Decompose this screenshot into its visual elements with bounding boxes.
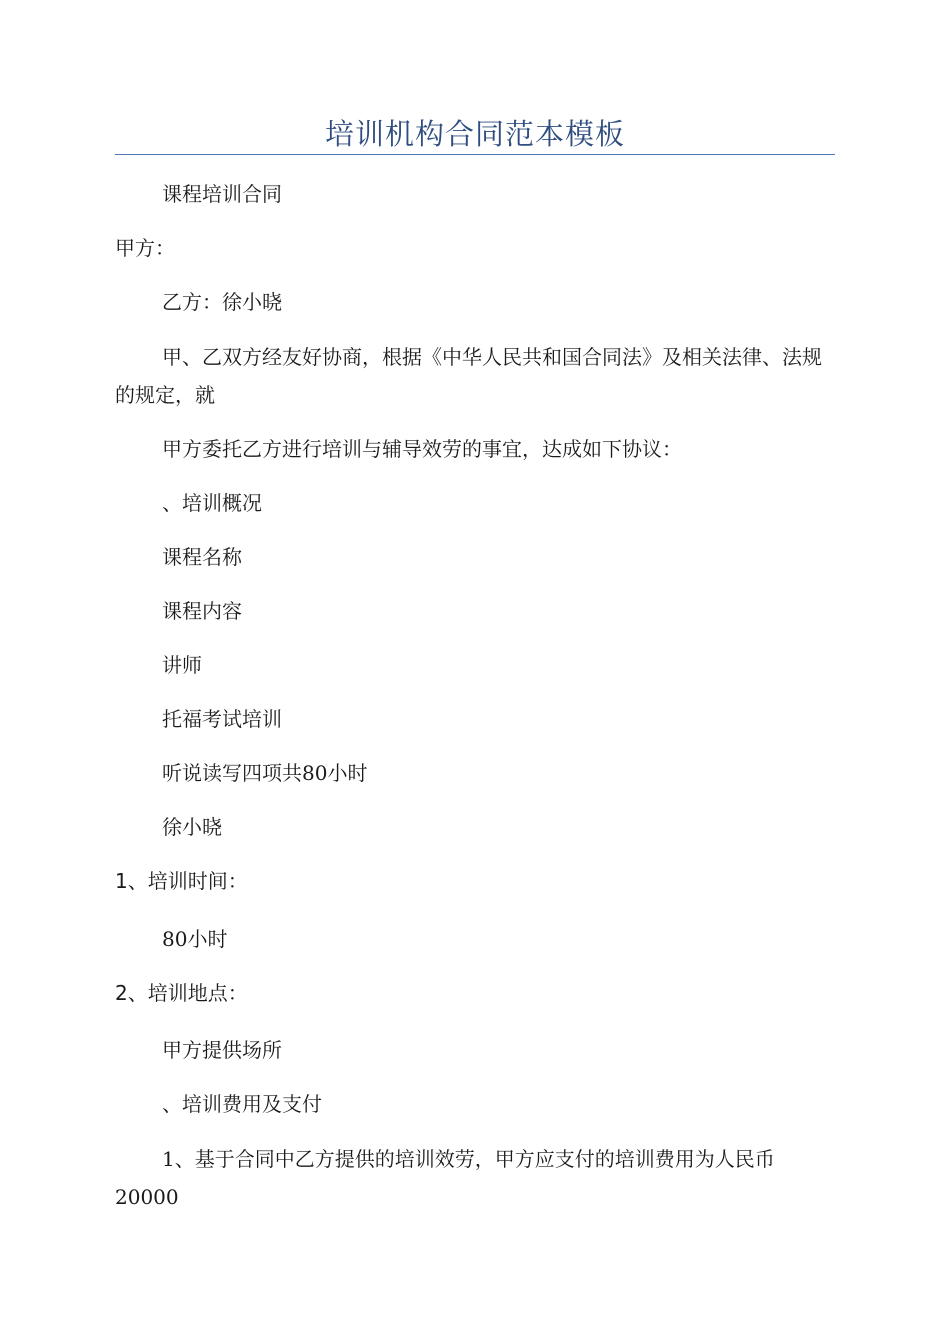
paragraph-party-a: 甲方： [115,236,175,260]
item-training-location: 2、培训地点： [115,981,248,1005]
section-heading-overview: 、培训概况 [162,491,262,515]
paragraph-agreement: 甲方委托乙方进行培训与辅导效劳的事宜，达成如下协议： [162,437,682,461]
paragraph-fee-clause: 1、基于合同中乙方提供的培训效劳，甲方应支付的培训费用为人民币20000 [115,1147,775,1209]
paragraph-contract-name: 课程培训合同 [162,182,282,206]
paragraph-preamble: 甲、乙双方经友好协商，根据《中华人民共和国合同法》及相关法律、法规的规定，就 [115,345,822,407]
document-title: 培训机构合同范本模板 [324,117,625,151]
item-training-time: 1、培训时间： [115,869,248,893]
title-underline [115,154,835,155]
paragraph-lecturer-value: 徐小晓 [162,815,222,839]
paragraph-course-name-value: 托福考试培训 [162,707,282,731]
paragraph-lecturer-label: 讲师 [162,653,202,677]
section-heading-fees: 、培训费用及支付 [162,1092,322,1116]
paragraph-training-location-value: 甲方提供场所 [162,1038,282,1062]
paragraph-party-b: 乙方：徐小晓 [162,290,282,314]
paragraph-course-name-label: 课程名称 [162,545,242,569]
paragraph-course-content-label: 课程内容 [162,599,242,623]
paragraph-course-content-value: 听说读写四项共80小时 [162,761,368,785]
paragraph-training-time-value: 80小时 [162,927,228,951]
